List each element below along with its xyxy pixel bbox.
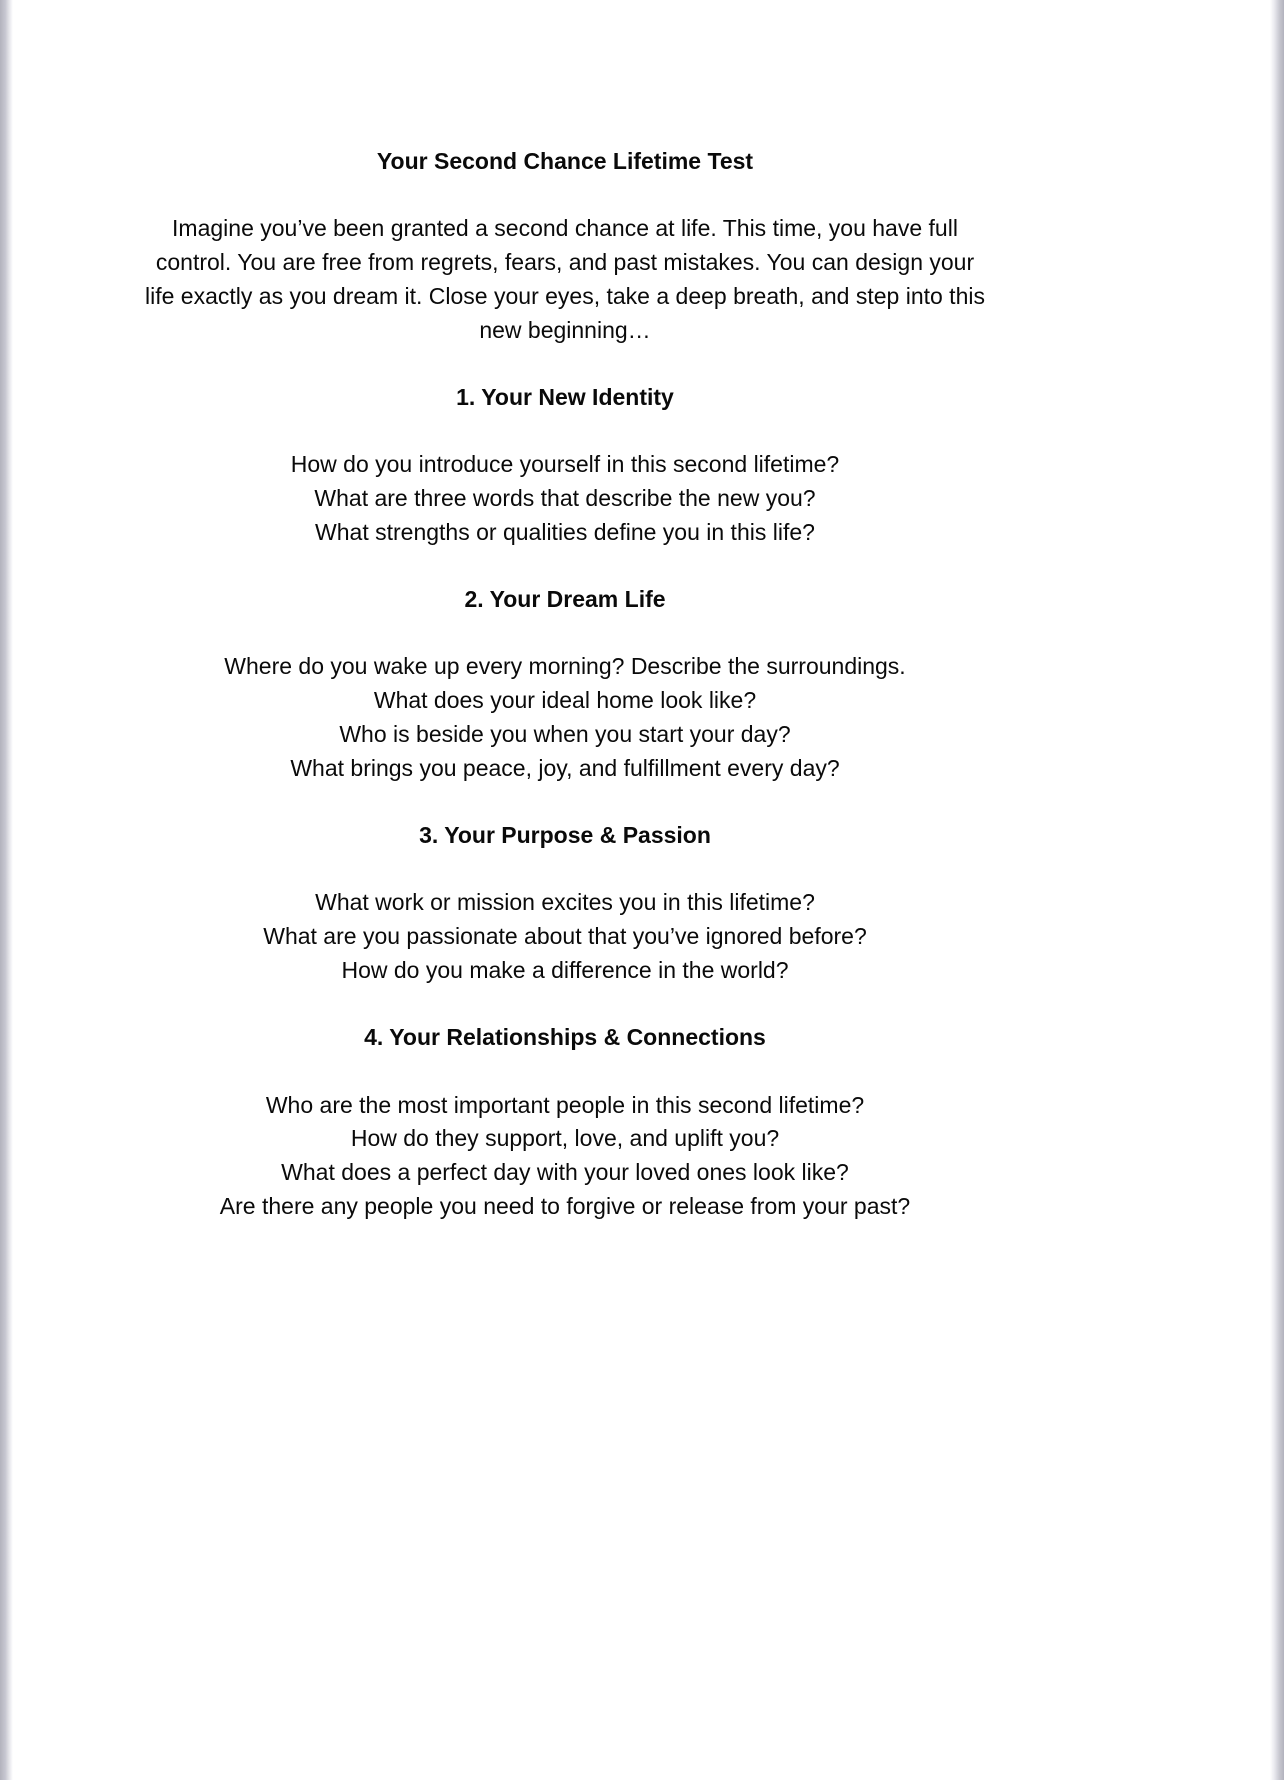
sections-container (115, 381, 1015, 1223)
document-page (115, 145, 1015, 1257)
question-line: Where do you wake up every morning? Describe the surroundings. (224, 653, 906, 680)
question-line: What does a perfect day with your loved ones look like? (281, 1158, 849, 1185)
question-line: Are there any people you need to forgive or release from your past? (219, 1192, 911, 1219)
question-line: Who is beside you when you start your day? (339, 720, 791, 747)
question-line: What brings you peace, joy, and fulfillment every day? (290, 754, 840, 781)
question-line: How do they support, love, and uplift you? (350, 1125, 780, 1152)
intro-line: control. You are free from regrets, fears, and past mistakes. You can design your (155, 249, 975, 276)
document-title: Your Second Chance Lifetime Test (376, 148, 754, 174)
question-block (115, 1089, 1015, 1224)
intro-line: new beginning… (479, 316, 651, 343)
page-left-edge-shadow (0, 0, 13, 1780)
question-line: What are three words that describe the new you? (314, 484, 816, 511)
question-line: How do you make a difference in the world? (341, 956, 789, 983)
intro-paragraph (115, 212, 1015, 347)
section-heading: 1. Your New Identity (456, 383, 674, 410)
question-block (115, 886, 1015, 987)
question-line: What does your ideal home look like? (373, 687, 757, 714)
section-heading: 2. Your Dream Life (464, 586, 666, 613)
page-right-edge-shadow (1270, 0, 1284, 1780)
question-line: What are you passionate about that you’ve ignored before? (263, 923, 867, 950)
intro-line: life exactly as you dream it. Close your eyes, take a deep breath, and step into this (145, 282, 985, 309)
question-block (115, 448, 1015, 549)
question-line: What strengths or qualities define you in this life? (315, 518, 815, 545)
question-line: How do you introduce yourself in this second lifetime? (290, 451, 840, 478)
question-line: What work or mission excites you in this lifetime? (315, 889, 815, 916)
question-line: Who are the most important people in this second lifetime? (265, 1091, 865, 1118)
question-block (115, 650, 1015, 785)
section-heading: 3. Your Purpose & Passion (419, 821, 711, 848)
section-heading: 4. Your Relationships & Connections (364, 1024, 766, 1051)
intro-line: Imagine you’ve been granted a second chance at life. This time, you have full (172, 215, 958, 242)
